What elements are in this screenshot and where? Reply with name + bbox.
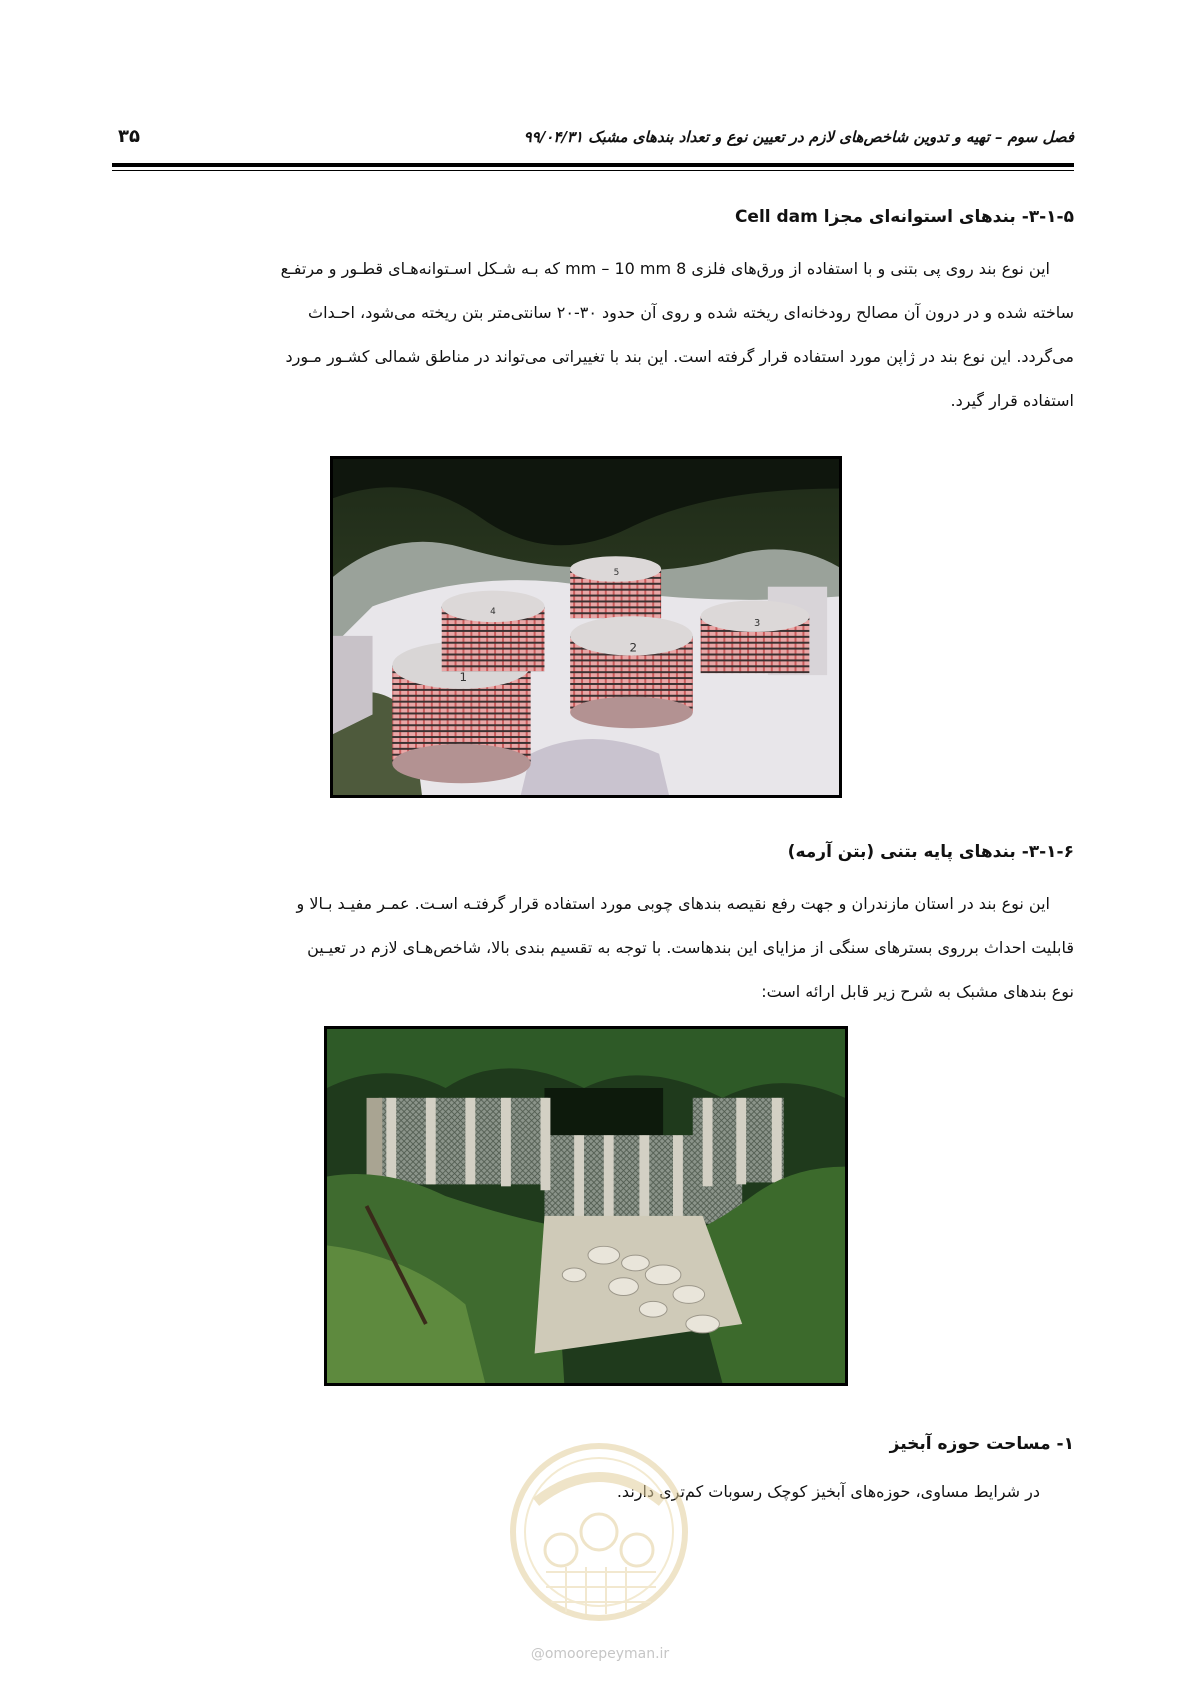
page-header <box>112 128 1074 156</box>
section-heading-watershed-area: ۱- مساحت حوزه آبخیز <box>889 1434 1074 1454</box>
page-number: ۳۵ <box>118 126 140 147</box>
cell-dam-photo <box>330 456 842 798</box>
cylinder-label: 1 <box>459 670 468 685</box>
paragraph-line: استفاده قرار گیرد. <box>950 391 1074 410</box>
cylinder-label: 5 <box>613 567 620 578</box>
cylinder-label: 4 <box>490 607 496 618</box>
watermark-seal <box>506 1432 692 1642</box>
paragraph-line: این نوع بند در استان مازندران و جهت رفع نقیصه بندهای چوبی مورد استفاده قرار گرفتـه اسـت. عمـر مفیـد بـالا و <box>296 894 1050 913</box>
header-rule-thin <box>112 170 1074 171</box>
paragraph-line: قابلیت احداث برروی بسترهای سنگی از مزایای این بندهاست. با توجه به تقسیم بندی بالا، شاخص‌هـای لازم در تعیـین <box>307 938 1074 957</box>
paragraph-concrete-pillar-dams <box>116 882 1074 1014</box>
paragraph-line: می‌گردد. این نوع بند در ژاپن مورد استفاده قرار گرفته است. این بند با تغییراتی می‌تواند در مناطق شمالی کشـور مـورد <box>285 347 1074 366</box>
cylinder-label: 2 <box>629 640 638 655</box>
concrete-pillar-dam-photo <box>324 1026 848 1386</box>
watermark-url: @omoorepeyman.ir <box>530 1646 670 1662</box>
section-heading-concrete-pillar-dams: ۳-۱-۶- بندهای پایه بتنی (بتن آرمه) <box>787 842 1074 862</box>
paragraph-line: این نوع بند روی پی بتنی و با استفاده از ورق‌های فلزی 8 mm – 10 mm که بـه شـکل اسـتوانه‌هـای قطـور و مرتفـع <box>280 259 1050 278</box>
cylinder-label: 3 <box>754 618 761 630</box>
paragraph-line: نوع بندهای مشبک به شرح زیر قابل ارائه است: <box>761 982 1074 1001</box>
chapter-title: فصل سوم – تهیه و تدوین شاخص‌های لازم در تعیین نوع و تعداد بندهای مشبک ۹۹/۰۴/۳۱ <box>523 128 1074 146</box>
paragraph-cell-dam <box>116 247 1074 423</box>
paragraph-line: در شرایط مساوی، حوزه‌های آبخیز کوچک رسوبات کم‌تری دارند. <box>616 1482 1040 1501</box>
paragraph-line: ساخته شده و در درون آن مصالح رودخانه‌ای ریخته شده و روی آن حدود ۳۰-۲۰ سانتی‌متر بتن ریخته می‌شود، احـداث <box>308 303 1074 322</box>
section-heading-cell-dam: ۳-۱-۵- بندهای استوانه‌ای مجزا Cell dam <box>734 207 1074 227</box>
header-rule-thick <box>112 163 1074 167</box>
